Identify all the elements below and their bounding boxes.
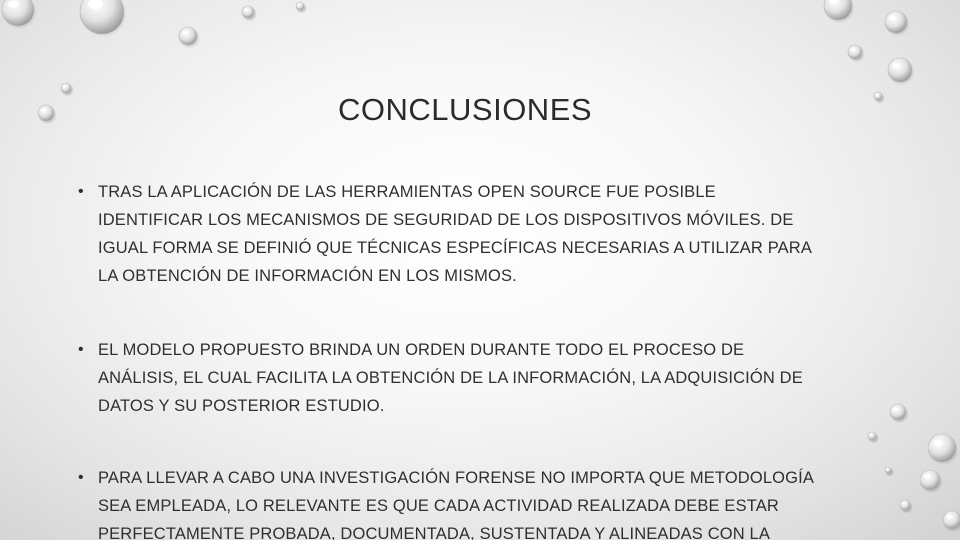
water-drop [296,2,304,10]
bullet-line: PERFECTAMENTE PROBADA, DOCUMENTADA, SUSTENTADA Y ALINEADAS CON LA [98,525,771,540]
water-drop [874,92,882,100]
bullet-marker: • [78,183,84,200]
bullet-item [78,464,928,540]
bullet-line: SEA EMPLEADA, LO RELEVANTE ES QUE CADA ACTIVIDAD REALIZADA DEBE ESTAR [98,497,779,515]
water-drop-highlight [892,63,900,68]
bullet-item [78,336,928,420]
water-drop-highlight [41,108,47,112]
bullet-line: TRAS LA APLICACIÓN DE LAS HERRAMIENTAS OPEN SOURCE FUE POSIBLE [98,183,716,201]
bullet-line: PARA LLEVAR A CABO UNA INVESTIGACIÓN FORENSE NO IMPORTA QUE METODOLOGÍA [98,469,815,487]
slide-title: CONCLUSIONES [338,92,593,127]
bullet-line: DATOS Y SU POSTERIOR ESTUDIO. [98,397,385,415]
water-drop-highlight [933,440,943,446]
water-drop [868,432,876,440]
water-drop-highlight [946,515,952,519]
water-drop [38,105,54,121]
water-drop [888,58,912,82]
water-drop [61,83,71,93]
bullet-line: IGUAL FORMA SE DEFINIÓ QUE TÉCNICAS ESPECÍFICAS NECESARIAS A UTILIZAR PARA [98,239,813,257]
water-drop [885,11,907,33]
water-drop-highlight [63,85,67,87]
water-drop-highlight [8,1,19,8]
bullet-line: EL MODELO PROPUESTO BRINDA UN ORDEN DURANTE TODO EL PROCESO DE [98,341,745,359]
water-drop [179,27,197,45]
water-drop-highlight [875,94,878,96]
water-drop [242,6,254,18]
bullet-item [78,178,928,290]
water-drop [943,511,960,529]
water-drop-highlight [889,16,897,21]
water-drop-highlight [297,4,300,6]
bullet-marker: • [78,469,84,486]
water-drop [848,45,862,59]
water-drop-highlight [869,434,872,436]
bullet-line: ANÁLISIS, EL CUAL FACILITA LA OBTENCIÓN DE LA INFORMACIÓN, LA ADQUISICIÓN DE [98,369,803,387]
water-drop-highlight [850,48,855,51]
water-drop-highlight [182,31,188,35]
water-drop [928,434,956,462]
water-drop-highlight [244,9,248,12]
bullet-line: LA OBTENCIÓN DE INFORMACIÓN EN LOS MISMOS. [98,267,517,285]
bullet-line: IDENTIFICAR LOS MECANISMOS DE SEGURIDAD DE LOS DISPOSITIVOS MÓVILES. DE [98,211,794,229]
bullet-marker: • [78,341,84,358]
